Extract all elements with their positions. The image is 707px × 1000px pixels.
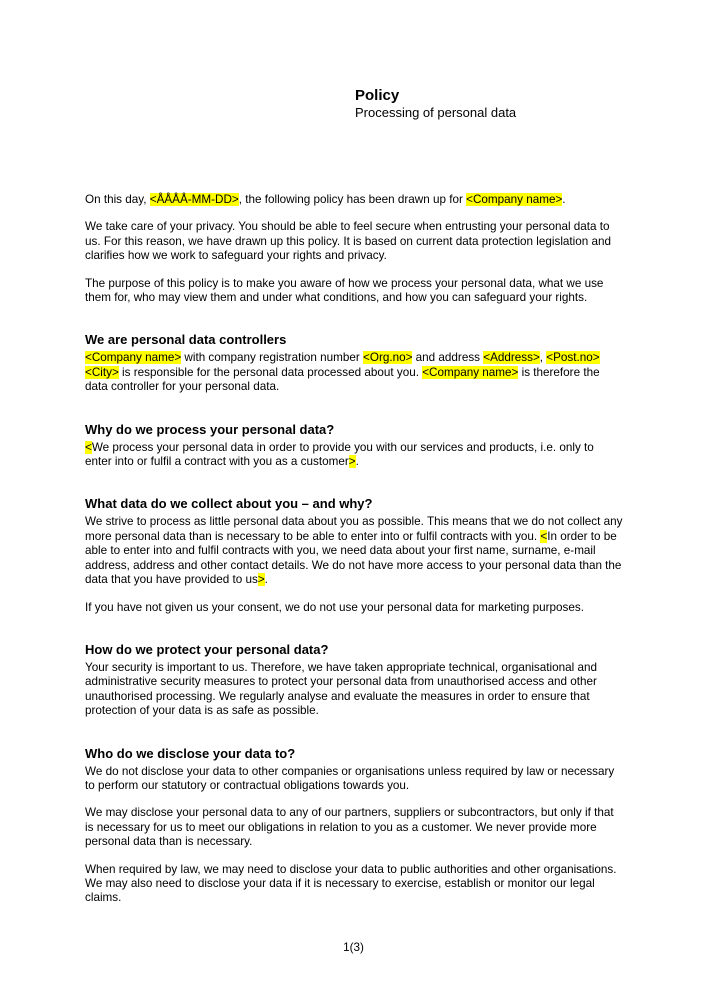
placeholder-highlight: <ÅÅÅÅ-MM-DD> (149, 193, 239, 206)
text-run: We strive to process as little personal data about you as possible. This means that we do not collect any more personal data than is necessary to be able to enter into or fulfil contracts with you. (85, 515, 623, 543)
text-run: We do not disclose your data to other companies or organisations unless required by law or necessary to perform our statutory or contractual obligations towards you. (85, 764, 615, 792)
placeholder-highlight: > (348, 455, 356, 469)
text-run: We take care of your privacy. You should be able to feel secure when entrusting your personal data to us. For this reason, we have drawn up this policy. It is based on current data protection legislation and clarifies how we work to safeguard your rights and privacy. (85, 220, 612, 263)
paragraph (85, 441, 623, 470)
text-run: is therefore the data controller for your personal data. (85, 365, 600, 394)
doc-body (85, 193, 623, 906)
text-run: We may disclose your personal data to any of our partners, suppliers or subcontractors, but only if that is necessary for us to meet our obligations in relation to you as a customer. We never provide more personal data than is necessary. (85, 806, 614, 849)
paragraph (85, 193, 623, 207)
placeholder-highlight: > (257, 573, 265, 587)
text-run: We process your personal data in order to provide you with our services and products, i.e. only to enter into or fulfil a contract with you as a customer (85, 440, 594, 469)
text-run: In order to be able to enter into and fulfil contracts with you, we need data about your first name, surname, e-mail address, address and other contact details. We do not have more access to your personal data than the data that you have provided to us (85, 529, 622, 587)
doc-subtitle: Processing of personal data (355, 105, 517, 120)
doc-header (355, 86, 623, 121)
placeholder-highlight: < (540, 529, 548, 543)
section-heading: Who do we disclose your data to? (85, 745, 296, 761)
paragraph (85, 220, 623, 263)
placeholder-highlight: <Post.no> (546, 351, 600, 365)
paragraph (85, 351, 623, 394)
text-run: On this day, (85, 193, 150, 206)
section-heading: What data do we collect about you – and why? (85, 496, 373, 512)
section-heading: How do we protect your personal data? (85, 641, 329, 657)
placeholder-highlight: <Address> (483, 351, 540, 365)
placeholder-highlight: <City> (85, 365, 119, 379)
paragraph (85, 601, 623, 615)
text-run: . (562, 193, 566, 206)
doc-title: Policy (355, 87, 400, 104)
section-heading: Why do we process your personal data? (85, 421, 335, 437)
paragraph (85, 277, 623, 306)
text-run: . (264, 573, 268, 587)
text-run: The purpose of this policy is to make you aware of how we process your personal data, what we use them for, who may view them and under what conditions, and how you can safeguard your rights. (85, 276, 604, 305)
text-run: , (539, 351, 547, 365)
text-run: , the following policy has been drawn up for (238, 193, 467, 206)
placeholder-highlight: <Company name> (85, 351, 182, 365)
paragraph (85, 661, 623, 719)
placeholder-highlight: < (85, 440, 92, 454)
page-number: 1(3) (343, 941, 364, 954)
section-heading: We are personal data controllers (85, 332, 287, 348)
text-run: . (355, 455, 359, 469)
text-run: If you have not given us your consent, we do not use your personal data for marketing purposes. (85, 600, 584, 614)
text-run: When required by law, we may need to disclose your data to public authorities and other organisations. We may also need to disclose your data if it is necessary to exercise, establish or monitor our legal claims. (85, 862, 617, 905)
placeholder-highlight: <Company name> (422, 365, 519, 379)
paragraph (85, 863, 623, 906)
paragraph (85, 806, 623, 849)
paragraph (85, 765, 623, 794)
text-run: Your security is important to us. Therefore, we have taken appropriate technical, organisational and administrative security measures to protect your personal data from unauthorised access and other unauthorised processing. We regularly analyse and evaluate the measures in order to ensure that protection of your data is as safe as possible. (85, 660, 597, 718)
paragraph (85, 515, 623, 587)
placeholder-highlight: <Company name> (466, 193, 563, 206)
text-run: and address (412, 351, 484, 365)
text-run: is responsible for the personal data processed about you. (118, 365, 423, 379)
placeholder-highlight: <Org.no> (363, 351, 413, 365)
text-run: with company registration number (181, 351, 364, 365)
